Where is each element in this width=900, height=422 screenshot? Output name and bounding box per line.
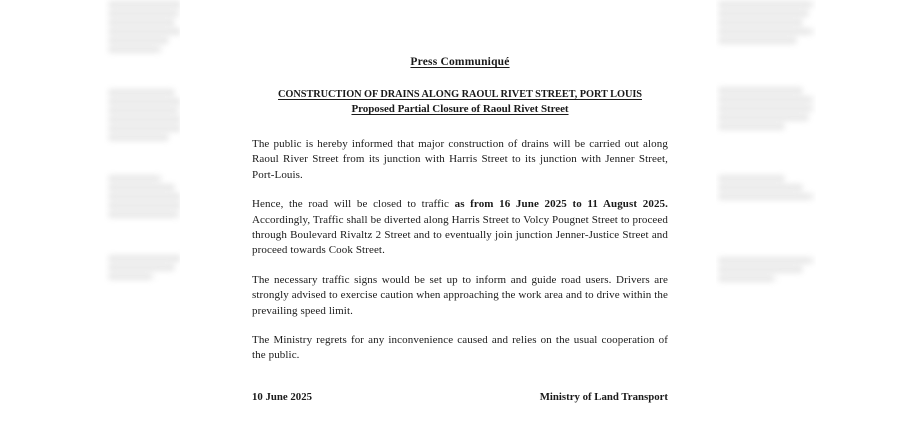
right-blurred-column bbox=[716, 0, 816, 422]
subtitle-block bbox=[252, 88, 668, 116]
communique-content bbox=[252, 0, 668, 403]
document-footer bbox=[252, 391, 668, 403]
blurred-text-block bbox=[110, 256, 180, 283]
subtitle-line-2 bbox=[252, 102, 668, 116]
subtitle-line-2-text: Proposed Partial Closure of Raoul Rivet Street bbox=[351, 103, 569, 115]
subtitle-line-1-text: CONSTRUCTION OF DRAINS ALONG RAOUL RIVET STREET, PORT LOUIS bbox=[278, 89, 642, 100]
blurred-text-block bbox=[720, 88, 812, 133]
blurred-text-block bbox=[720, 258, 812, 285]
closure-text-lead: Hence, the road will be closed to traffic bbox=[252, 198, 455, 211]
paragraph-traffic-signs: The necessary traffic signs would be set up to inform and guide road users. Drivers are strongly advised to exercise caution when approaching the work area and to drive within the prevailing speed limit. bbox=[252, 273, 668, 317]
paragraph-public-notice: The public is hereby informed that major construction of drains will be carried out along Raoul River Street from its junction with Harris Street to its junction with Jenner Street, Port-Louis. bbox=[252, 138, 668, 181]
blurred-text-block bbox=[110, 176, 180, 221]
footer-date: 10 June 2025 bbox=[252, 390, 312, 403]
paragraph-road-closure bbox=[252, 197, 668, 259]
paragraph-apology: The Ministry regrets for any inconvenience caused and relies on the usual cooperation of the public. bbox=[252, 334, 668, 362]
blurred-text-block bbox=[110, 2, 180, 56]
closure-date-range: as from 16 June 2025 to 11 August 2025. bbox=[454, 198, 668, 211]
blurred-text-block bbox=[110, 90, 180, 144]
subtitle-line-1 bbox=[252, 88, 668, 102]
page-title-text: Press Communiqué bbox=[410, 56, 510, 68]
blurred-text-block bbox=[720, 2, 812, 47]
footer-issuer: Ministry of Land Transport bbox=[539, 390, 668, 403]
page-title bbox=[252, 56, 668, 68]
blurred-text-block bbox=[720, 176, 812, 203]
left-blurred-column bbox=[104, 0, 180, 422]
closure-text-trail: Accordingly, Traffic shall be diverted along Harris Street to Volcy Pougnet Street to proceed through Boulevard Rivaltz 2 Street and to eventually join junction Jenner-Justice Street and proceed towards Cook Street. bbox=[252, 213, 668, 257]
